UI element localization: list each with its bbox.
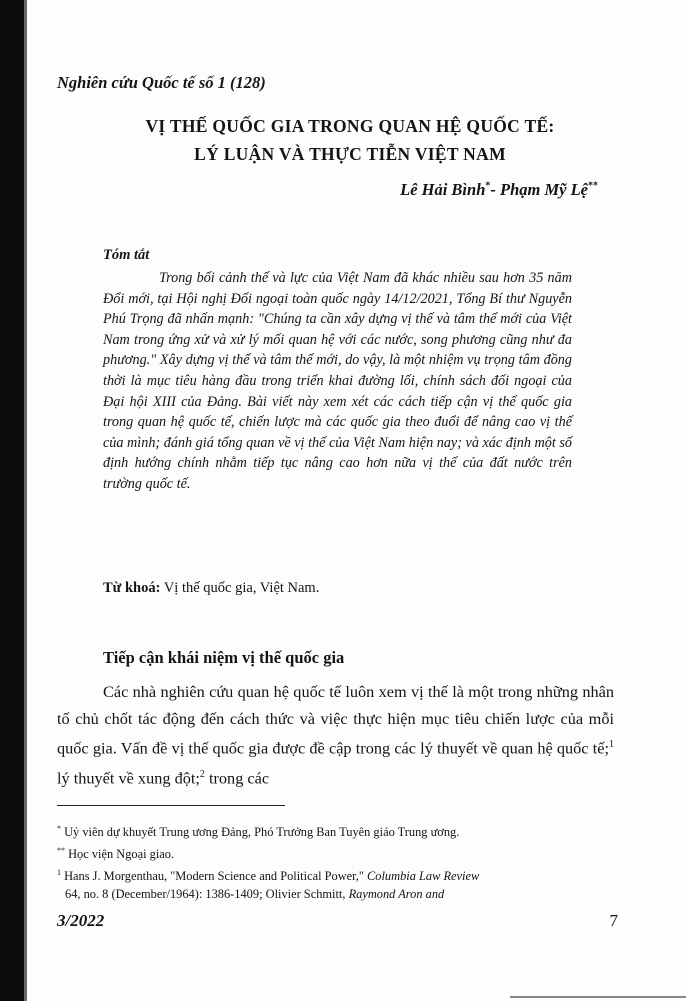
section-heading: Tiếp cận khái niệm vị thế quốc gia (103, 648, 345, 667)
footnote-1-text: Uỷ viên dự khuyết Trung ương Đảng, Phó Trưởng Ban Tuyên giáo Trung ương. (61, 825, 460, 840)
footnote-separator (57, 805, 285, 806)
journal-header: Nghiên cứu Quốc tế số 1 (128) (57, 73, 266, 92)
footnote-3 (57, 864, 617, 904)
author-line (400, 180, 598, 200)
author-2: Phạm Mỹ Lệ (500, 180, 588, 199)
body-text-part-2: lý thuyết về xung đột; (57, 768, 200, 788)
footnote-3-text-a: Hans J. Morgenthau, "Modern Science and Political Power," (61, 868, 368, 883)
keywords-label: Từ khoá: (103, 580, 161, 596)
keywords (103, 580, 319, 597)
footnote-3-mark: 1 (57, 867, 61, 877)
keywords-value: Vị thế quốc gia, Việt Nam. (160, 580, 320, 596)
footnote-3-journal: Columbia Law Review (367, 868, 480, 883)
footnote-ref-2: 2 (199, 768, 205, 780)
body-text-part-1: Các nhà nghiên cứu quan hệ quốc tế luôn xem vị thế là một trong những nhân tố chủ chốt tác động đến cách thức và việc thực hiện mục tiêu chiến lược của mỗi quốc gia. Vấn đề vị thế quốc gia được đề cập trong các lý thuyết về quan hệ quốc tế; (57, 682, 614, 758)
article-title-line-1: VỊ THẾ QUỐC GIA TRONG QUAN HỆ QUỐC TẾ: (145, 116, 555, 136)
abstract-heading: Tóm tắt (103, 247, 150, 263)
author-1-note-mark: * (485, 180, 491, 192)
author-1: Lê Hải Bình (400, 180, 486, 199)
author-2-note-mark: ** (588, 180, 598, 192)
body-text-part-3: trong các (204, 768, 270, 788)
issue-date: 3/2022 (57, 911, 105, 930)
article-title-line-2: LÝ LUẬN VÀ THỰC TIỄN VIỆT NAM (194, 144, 506, 164)
page-number: 7 (609, 911, 618, 930)
body-paragraph (57, 679, 614, 792)
scan-binding-shadow (24, 0, 27, 1001)
footnotes (57, 820, 617, 904)
footnote-ref-1: 1 (609, 739, 614, 750)
footnote-2 (57, 842, 617, 864)
footnote-3-book: Raymond Aron and (348, 886, 445, 901)
scan-binding-edge (0, 0, 24, 1001)
abstract-text: Trong bối cảnh thế và lực của Việt Nam đã khác nhiều sau hơn 35 năm Đổi mới, tại Hội nghị Đối ngoại toàn quốc ngày 14/12/2021, Tổng Bí thư Nguyễn Phú Trọng đã nhấn mạnh: "Chúng ta cần xây dựng vị thế và tâm thế mới của Việt Nam trong ứng xử và xử lý mối quan hệ với các nước, song phương cũng như đa phương." Xây dựng vị thế và tâm thế mới, do vậy, là một nhiệm vụ trọng tâm đồng thời là mục tiêu hàng đầu trong triển khai đường lối, chính sách đối ngoại của Đại hội XIII của Đảng. Bài viết này xem xét các cách tiếp cận vị thế quốc gia trong quan hệ quốc tế, chiến lược mà các quốc gia theo đuổi để nâng cao vị thế của mình; đánh giá tổng quan về vị thế của Việt Nam hiện nay; và xác định một số định hướng chính nhằm tiếp tục nâng cao hơn nữa vị thế của đất nước trên trường quốc tế. (103, 270, 572, 492)
author-separator: - (490, 180, 500, 199)
footnote-3-text-b: 64, no. 8 (December/1964): 1386-1409; Olivier Schmitt, (65, 886, 349, 901)
scan-bottom-edge (510, 996, 686, 998)
footnote-1-mark: * (57, 824, 61, 833)
footnote-2-mark: ** (57, 845, 65, 855)
footnote-2-text: Học viện Ngoại giao. (65, 847, 175, 862)
footnote-1 (57, 820, 617, 842)
